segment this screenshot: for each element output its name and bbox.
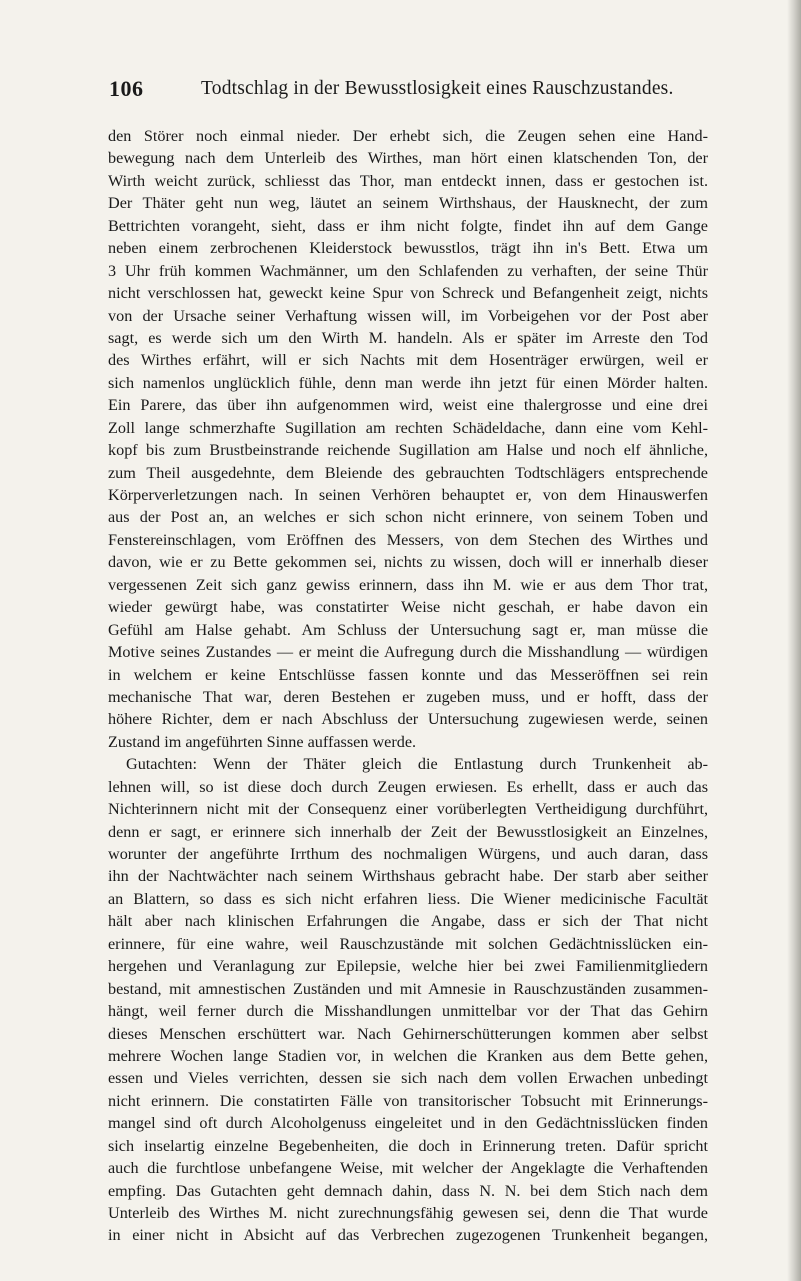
text-line: empfing. Das Gutachten geht demnach dahin, dass N. N. bei dem Stich nach dem [108,1181,708,1200]
text-line: von der Ursache seiner Verhaftung wissen will, im Vorbeigehen vor der Post aber [108,306,708,325]
text-line: Nichterinnern nicht mit der Consequenz einer vorüberlegten Vertheidigung durchführt, [108,800,708,819]
text-line: hängt, weil ferner durch die Misshandlungen unmittelbar vor der That das Gehirn [108,1002,708,1021]
text-line: Wirth weicht zurück, schliesst das Thor, man entdeckt innen, dass er gestochen ist. [108,171,708,190]
text-line: nicht verschlossen hat, geweckt keine Spur von Schreck und Befangenheit zeigt, nichts [108,284,708,303]
text-line: Ein Parere, das über ihn aufgenommen wird, weist eine thalergrosse und eine drei [108,396,708,415]
text-line: mechanische That war, deren Bestehen er zugeben muss, und er hofft, dass der [108,687,708,706]
text-line: Gutachten: Wenn der Thäter gleich die Entlastung durch Trunkenheit ab- [126,755,708,774]
text-line: dieses Menschen erschüttert war. Nach Gehirnerschütterungen kommen aber selbst [108,1024,708,1043]
text-line: 3 Uhr früh kommen Wachmänner, um den Schlafenden zu verhaften, der seine Thür [108,261,708,280]
text-line: Bettrichten vorangeht, sieht, dass er ihm nicht folgte, findet ihn auf dem Gange [108,216,708,235]
text-line: Zoll lange schmerzhafte Sugillation am rechten Schädeldache, dann eine vom Kehl- [108,418,708,437]
text-line: sich inselartig einzelne Begebenheiten, die doch in Erinnerung treten. Dafür spricht [108,1136,708,1155]
text-line: höhere Richter, dem er nach Abschluss der Untersuchung zugewiesen werde, seinen [108,710,708,729]
text-line: den Störer noch einmal nieder. Der erhebt sich, die Zeugen sehen eine Hand- [108,127,708,145]
text-line: hält aber nach klinischen Erfahrungen die Angabe, dass er sich der That nicht [108,912,708,931]
text-line: davon, wie er zu Bette gekommen sei, nichts zu wissen, doch will er innerhalb dieser [108,553,708,572]
text-line: sich namenlos unglücklich fühle, denn man werde ihn jetzt für einen Mörder halten. [108,373,708,392]
text-line: kopf bis zum Brustbeinstrande reichende Sugillation am Halse und noch elf ähnliche, [108,441,708,460]
text-line: lehnen will, so ist diese doch durch Zeugen erwiesen. Es erhellt, dass er auch das [108,777,708,796]
text-line: wieder gewürgt habe, was constatirter Weise nicht geschah, er habe davon ein [108,598,708,617]
text-line: auch die furchtlose unbefangene Weise, mit welcher der Angeklagte die Verhaftenden [108,1159,708,1178]
page-number: 106 [109,76,144,101]
text-line: des Wirthes erfährt, will er sich Nachts mit dem Hosenträger erwürgen, weil er [108,351,708,370]
text-line: an Blattern, so dass es sich nicht erfahren liess. Die Wiener medicinische Facultät [108,889,708,908]
text-line: Gefühl am Halse gehabt. Am Schluss der Untersuchung sagt er, man müsse die [108,620,708,639]
text-line: in einer nicht in Absicht auf das Verbrechen zugezogenen Trunkenheit begangen, [108,1226,708,1245]
text-line: nicht erinnern. Die constatirten Fälle von transitorischer Tobsucht mit Erinnerungs- [108,1091,708,1110]
text-line: Unterleib des Wirthes M. nicht zurechnungsfähig gewesen sei, denn die That wurde [108,1204,708,1222]
text-line: Motive seines Zustandes — er meint die Aufregung durch die Misshandlung — würdigen [108,643,708,662]
text-line [108,1247,708,1269]
text-line: Der Thäter geht nun weg, läutet an seinem Wirthshaus, der Hausknecht, der zum [108,194,708,213]
text-line: Zustand im angeführten Sinne auffassen werde. [108,732,417,751]
text-line: neben einem zerbrochenen Kleiderstock bewusstlos, trägt ihn in's Bett. Etwa um [108,239,708,258]
text-line: bewegung nach dem Unterleib des Wirthes, man hört einen klatschenden Ton, der [108,149,708,168]
running-title: Todtschlag in der Bewusstlosigkeit eines Rauschzustandes. [201,78,674,99]
text-line: Fenstereinschlagen, vom Eröffnen des Messers, von dem Stechen des Wirthes und [108,530,708,549]
text-line: denn er sagt, er erinnere sich innerhalb der Zeit der Bewusstlosigkeit an Einzelnes, [108,822,708,841]
text-line: mangel sind oft durch Alcoholgenuss eingeleitet und in den Gedächtnisslücken finden [108,1114,708,1133]
text-line: hergehen und Veranlagung zur Epilepsie, welche hier bei zwei Familienmitgliedern [108,957,708,976]
text-line: Körperverletzungen nach. In seinen Verhören behauptet er, von dem Hinauswerfen [108,486,708,504]
text-line: worunter der angeführte Irrthum des nochmaligen Würgens, und auch daran, dass [108,845,708,863]
text-line: vergessenen Zeit sich ganz gewiss erinnern, dass ihn M. wie er aus dem Thor trat, [108,575,708,594]
text-line: mehrere Wochen lange Stadien vor, in welchen die Kranken aus dem Bette gehen, [108,1046,708,1065]
text-line: zum Theil ausgedehnte, dem Bleiende des gebrauchten Todtschlägers entsprechende [108,463,708,482]
body-text [108,125,708,1269]
text-line: ihn der Nachtwächter nach seinem Wirthshaus gebracht habe. Der starb aber seither [108,867,708,886]
text-line: essen und Vieles verrichten, dessen sie sich nach dem vollen Erwachen unbedingt [108,1069,708,1088]
text-line: erinnere, für eine wahre, weil Rauschzustände mit solchen Gedächtnisslücken ein- [108,934,708,953]
text-line: in welchem er keine Entschlüsse fassen konnte und das Messeröffnen sei rein [108,665,708,684]
page-header [109,76,709,106]
page-edge-shadow [787,0,801,1281]
text-line: sagt, es werde sich um den Wirth M. handeln. Als er später im Arreste den Tod [108,328,708,347]
text-line: aus der Post an, an welches er sich schon nicht erinnere, von seinem Toben und [108,508,708,527]
text-line: bestand, mit amnestischen Zuständen und mit Amnesie in Rauschzuständen zusammen- [108,979,708,998]
